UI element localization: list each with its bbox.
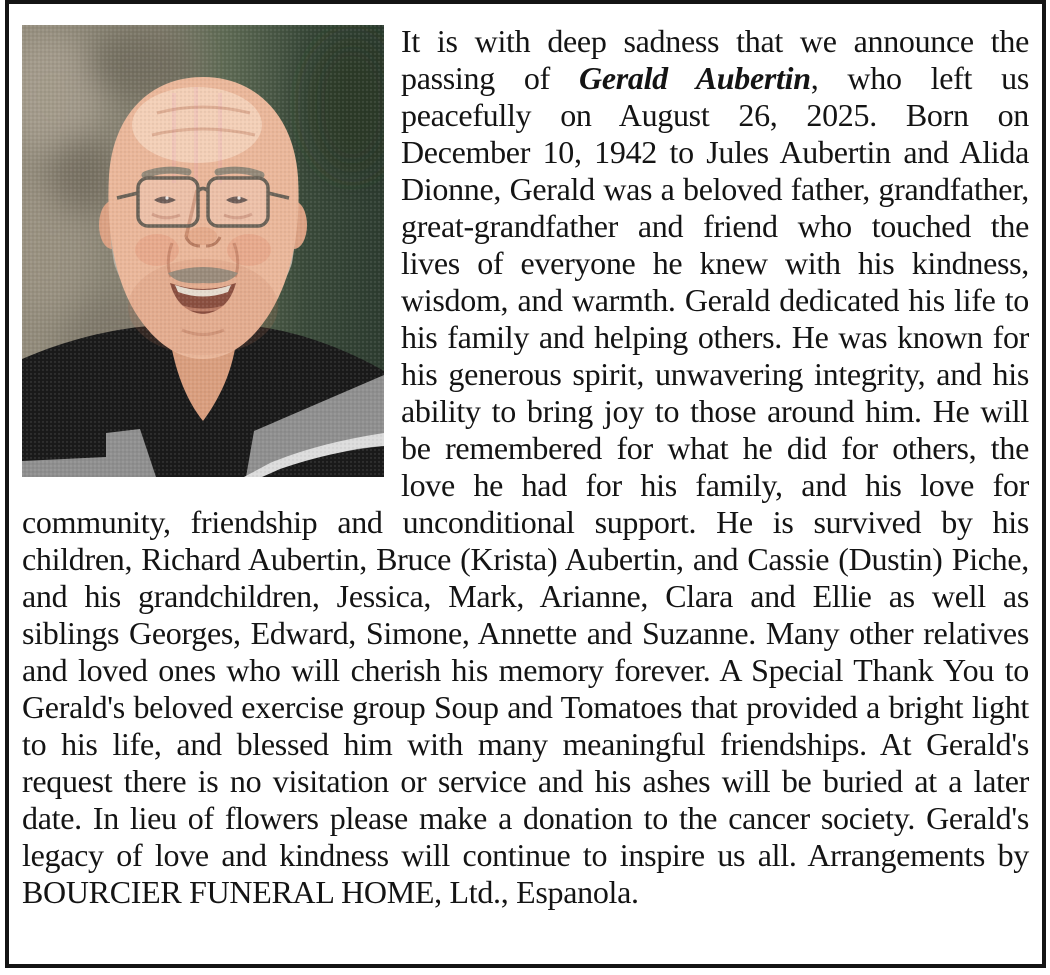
obituary-page (5, 0, 1046, 968)
halftone-overlay (22, 25, 384, 477)
obituary-opening: It is with deep sadness that we announce the passing of (401, 23, 1029, 96)
portrait-photo (22, 25, 384, 477)
obituary-body: , who left us peacefully on August 26, 2025. Born on December 10, 1942 to Jules Aubertin and Alida Dionne, Gerald was a beloved father, grandfather, great-grandfather and friend who touched the lives of everyone he knew with his kindness, wisdom, and warmth. Gerald dedicated his life to his family and helping others. He was known for his generous spirit, unwavering integrity, and his ability to bring joy to those around him. He will be remembered for what he did for others, the love he had for his family, and his love for community, friendship and unconditional support. He is survived by his children, Richard Aubertin, Bruce (Krista) Aubertin, and Cassie (Dustin) Piche, and his grandchildren, Jessica, Mark, Arianne, Clara and Ellie as well as siblings Georges, Edward, Simone, Annette and Suzanne. Many other relatives and loved ones who will cherish his memory forever. A Special Thank You to Gerald's beloved exercise group Soup and Tomatoes that provided a bright light to his life, and blessed him with many meaningful friendships. At Gerald's request there is no visitation or service and his ashes will be buried at a later date. In lieu of flowers please make a donation to the cancer society. Gerald's legacy of love and kindness will continue to inspire us all. Arrangements by BOURCIER FUNERAL HOME, Ltd., Espanola. (22, 60, 1029, 910)
deceased-name: Gerald Aubertin (579, 60, 811, 96)
portrait-illustration (22, 25, 384, 477)
